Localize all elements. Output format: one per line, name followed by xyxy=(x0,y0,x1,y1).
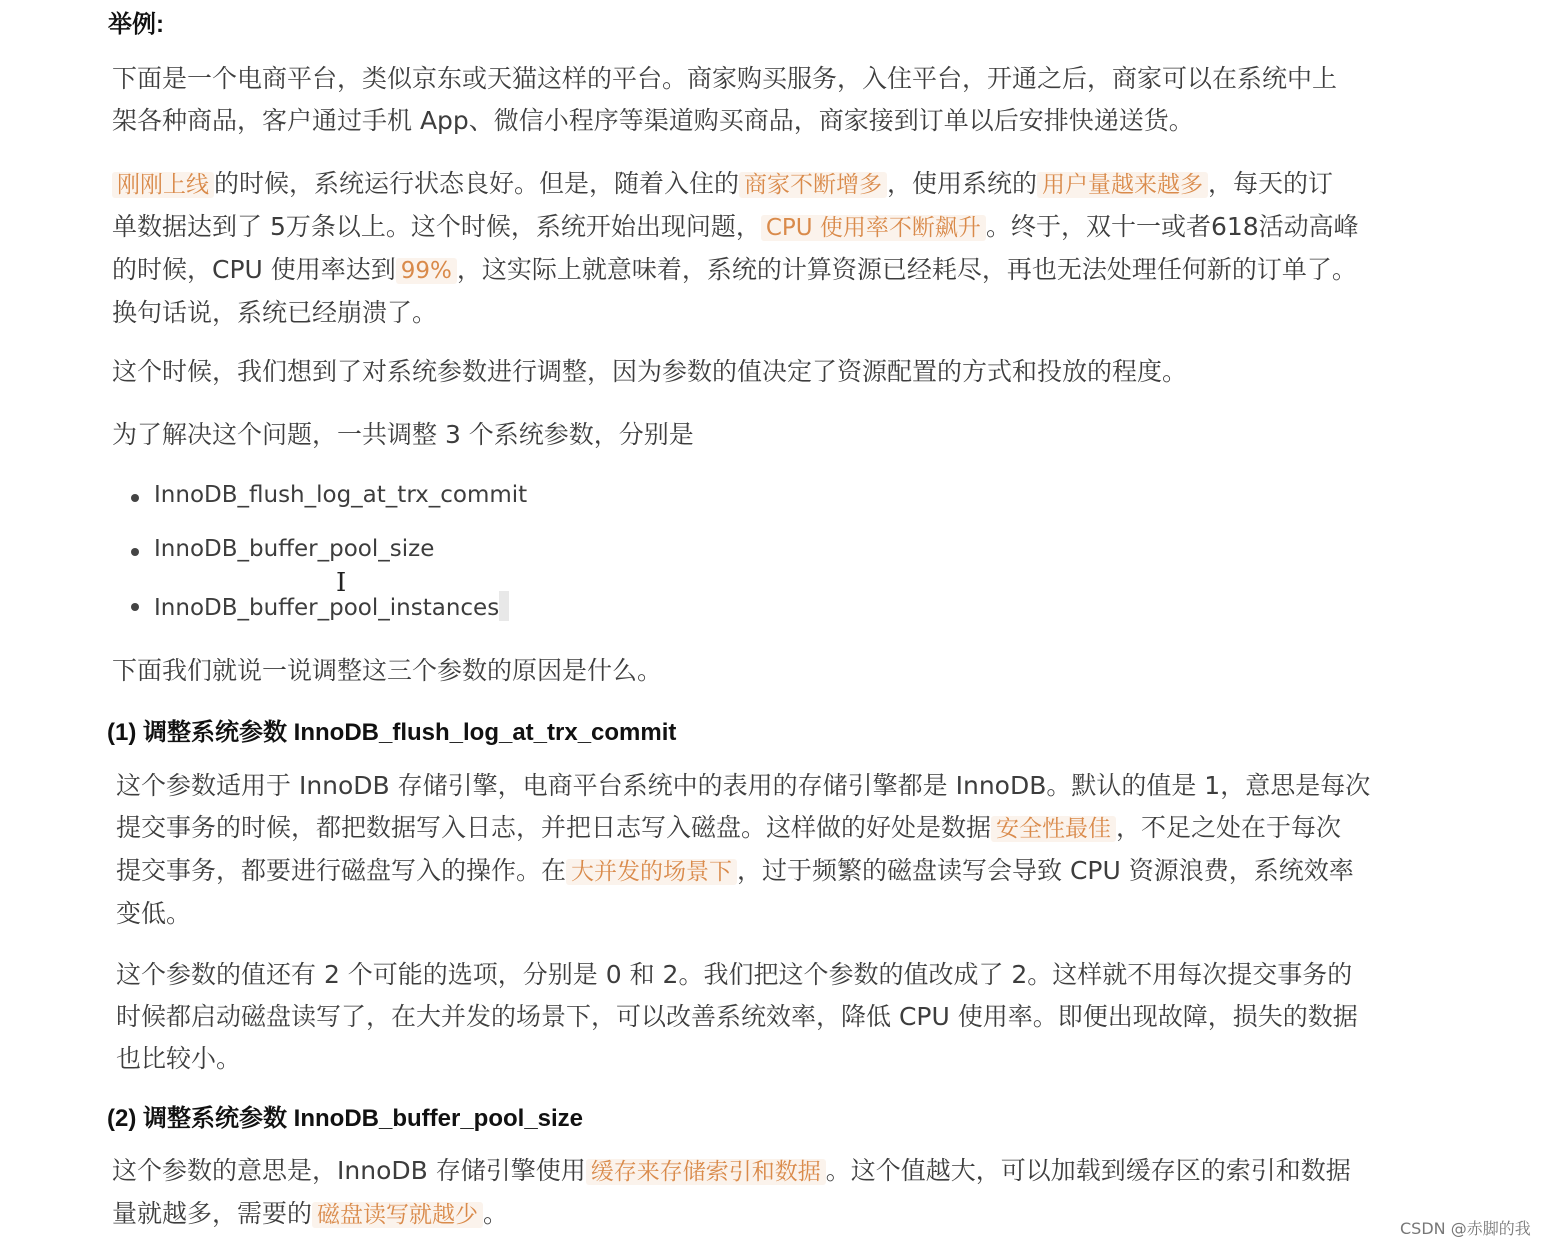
s1p1-text-2b: ，不足之处在于每次 xyxy=(1116,813,1342,842)
problem-line-3 xyxy=(112,249,1359,292)
text-selection-caret xyxy=(499,591,509,621)
highlight-users-growing: 用户量越来越多 xyxy=(1037,172,1208,198)
section-1-paragraph-1 xyxy=(116,765,1370,935)
example-heading: 举例: xyxy=(108,11,164,38)
s2-text-2a: 量就越多，需要的 xyxy=(112,1199,313,1228)
params-list xyxy=(154,482,754,632)
bullet-dot-icon xyxy=(131,548,139,556)
intro-line-1: 下面是一个电商平台，类似京东或天猫这样的平台。商家购买服务，入住平台，开通之后，商家可以在系统中上 xyxy=(112,64,1338,93)
s1p2-line-1: 这个参数的值还有 2 个可能的选项，分别是 0 和 2。我们把这个参数的值改成了 2。这样就不用每次提交事务的 xyxy=(116,960,1353,989)
list-item xyxy=(154,482,527,508)
problem-text-5: 。终于，双十一或者618活动高峰 xyxy=(985,212,1359,241)
section-1-paragraph-2 xyxy=(116,954,1358,1080)
section-1-heading: (1) 调整系统参数 InnoDB_flush_log_at_trx_commit xyxy=(107,719,677,746)
problem-text-4: 单数据达到了 5万条以上。这个时候，系统开始出现问题， xyxy=(112,212,761,241)
bullet-dot-icon xyxy=(131,494,139,502)
section-2-paragraph xyxy=(112,1150,1351,1236)
adjust-paragraph: 这个时候，我们想到了对系统参数进行调整，因为参数的值决定了资源配置的方式和投放的程度。 xyxy=(112,357,1188,386)
problem-line-1 xyxy=(112,163,1359,206)
s1p2-line-2: 时候都启动磁盘读写了，在大并发的场景下，可以改善系统效率，降低 CPU 使用率。即便出现故障，损失的数据 xyxy=(116,1002,1358,1031)
s1p1-line-3 xyxy=(116,850,1370,893)
highlight-just-launched: 刚刚上线 xyxy=(112,172,214,198)
s1p1-line-4: 变低。 xyxy=(116,899,192,928)
highlight-less-disk-io: 磁盘读写就越少 xyxy=(312,1202,483,1228)
s1p1-line-1: 这个参数适用于 InnoDB 存储引擎，电商平台系统中的表用的存储引擎都是 InnoDB。默认的值是 1，意思是每次 xyxy=(116,771,1371,800)
section-2-heading: (2) 调整系统参数 InnoDB_buffer_pool_size xyxy=(107,1105,584,1132)
intro-line-2: 架各种商品，客户通过手机 App、微信小程序等渠道购买商品，商家接到订单以后安排快递送货。 xyxy=(112,106,1194,135)
problem-text-6: 的时候，CPU 使用率达到 xyxy=(112,255,396,284)
intro-paragraph xyxy=(112,58,1337,142)
problem-text-3: ，每天的订 xyxy=(1208,169,1334,198)
s1p1-text-3b: ，过于频繁的磁盘读写会导致 CPU 资源浪费，系统效率 xyxy=(737,856,1354,885)
s2-line-1 xyxy=(112,1150,1351,1193)
problem-text-7: ，这实际上就意味着，系统的计算资源已经耗尽，再也无法处理任何新的订单了。 xyxy=(456,255,1357,284)
s2-line-2 xyxy=(112,1193,1351,1236)
highlight-cache-index-data: 缓存来存储索引和数据 xyxy=(586,1159,826,1185)
problem-text-1: 的时候，系统运行状态良好。但是，随着入住的 xyxy=(214,169,740,198)
highlight-merchants-growing: 商家不断增多 xyxy=(739,172,887,198)
three-params-intro: 为了解决这个问题，一共调整 3 个系统参数，分别是 xyxy=(112,420,694,449)
problem-line-2 xyxy=(112,206,1359,249)
s1p1-text-3a: 提交事务，都要进行磁盘写入的操作。在 xyxy=(116,856,567,885)
s2-text-1b: 。这个值越大，可以加载到缓存区的索引和数据 xyxy=(825,1156,1351,1185)
problem-text-2: ，使用系统的 xyxy=(887,169,1038,198)
problem-paragraph xyxy=(112,163,1359,334)
s1p1-text-2a: 提交事务的时候，都把数据写入日志，并把日志写入磁盘。这样做的好处是数据 xyxy=(116,813,992,842)
highlight-safety-best: 安全性最佳 xyxy=(991,816,1116,842)
s2-text-1a: 这个参数的意思是，InnoDB 存储引擎使用 xyxy=(112,1156,586,1185)
s2-text-2b: 。 xyxy=(483,1199,509,1228)
highlight-cpu-rising: CPU 使用率不断飙升 xyxy=(761,215,986,241)
param-name: InnoDB_flush_log_at_trx_commit xyxy=(154,482,528,508)
param-name: InnoDB_buffer_pool_instances xyxy=(154,595,500,621)
s1p1-line-2 xyxy=(116,807,1370,850)
csdn-watermark: CSDN @赤脚的我 xyxy=(1400,1219,1531,1238)
param-name: InnoDB_buffer_pool_size xyxy=(154,536,435,562)
bullet-dot-icon xyxy=(131,603,139,611)
problem-line-4: 换句话说，系统已经崩溃了。 xyxy=(112,298,438,327)
reasons-intro: 下面我们就说一说调整这三个参数的原因是什么。 xyxy=(112,656,663,685)
list-item xyxy=(154,536,434,562)
highlight-high-concurrency: 大并发的场景下 xyxy=(566,859,737,885)
s1p2-line-3: 也比较小。 xyxy=(116,1044,242,1073)
highlight-99-percent: 99% xyxy=(396,258,457,284)
list-item xyxy=(154,591,509,621)
text-cursor-icon: I xyxy=(336,568,347,598)
